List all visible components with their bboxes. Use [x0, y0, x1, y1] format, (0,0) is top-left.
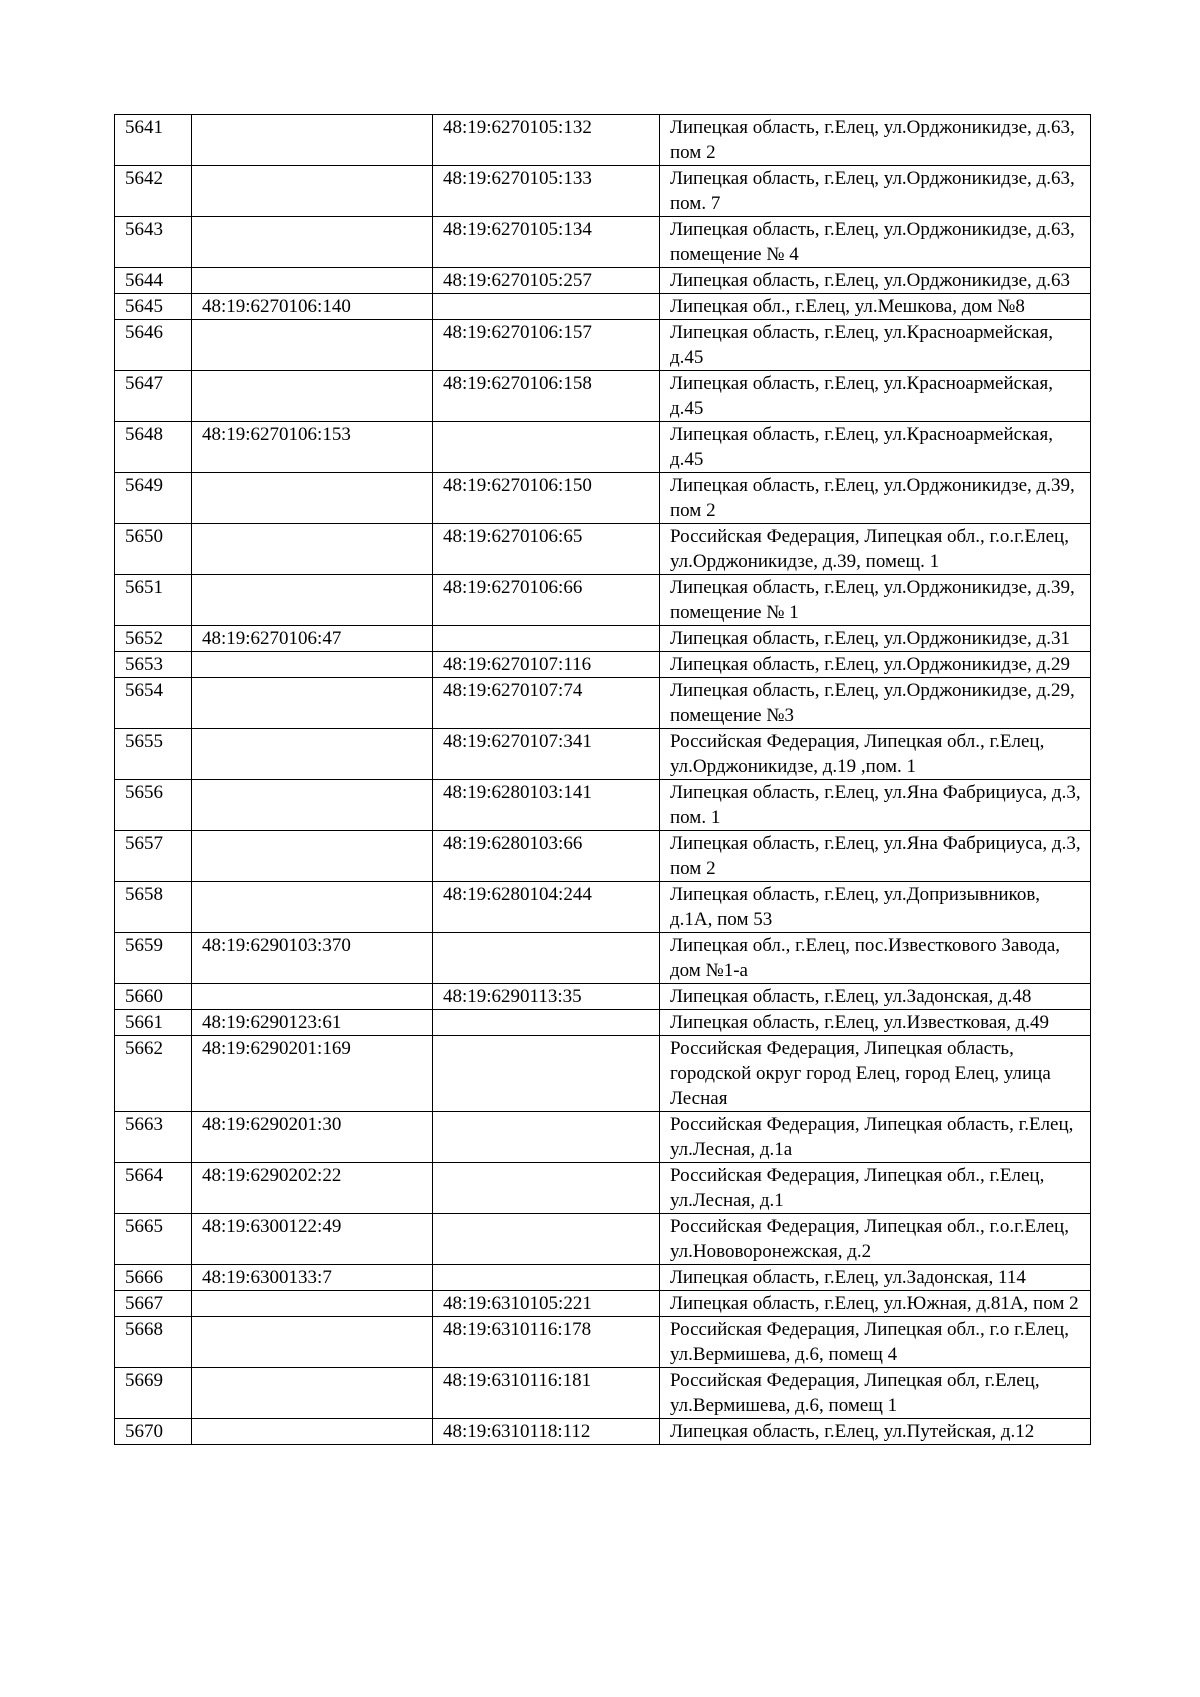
address-cell: Липецкая область, г.Елец, ул.Орджоникидзе, д.63, пом 2	[660, 115, 1091, 166]
table-row	[115, 473, 1091, 524]
building-cadastral-cell: 48:19:6270105:257	[433, 268, 660, 294]
row-number-cell: 5649	[115, 473, 192, 524]
row-number-cell: 5650	[115, 524, 192, 575]
building-cadastral-cell: 48:19:6280103:66	[433, 831, 660, 882]
building-cadastral-cell	[433, 422, 660, 473]
address-cell: Липецкая область, г.Елец, ул.Красноармейская, д.45	[660, 371, 1091, 422]
land-plot-cadastral-cell	[192, 652, 433, 678]
address-cell: Липецкая область, г.Елец, ул.Орджоникидзе, д.63, пом. 7	[660, 166, 1091, 217]
land-plot-cadastral-cell	[192, 524, 433, 575]
building-cadastral-cell	[433, 933, 660, 984]
address-cell: Липецкая область, г.Елец, ул.Орджоникидзе, д.63	[660, 268, 1091, 294]
address-cell: Липецкая область, г.Елец, ул.Красноармейская, д.45	[660, 320, 1091, 371]
table-row	[115, 115, 1091, 166]
table-row	[115, 422, 1091, 473]
building-cadastral-cell: 48:19:6270107:74	[433, 678, 660, 729]
building-cadastral-cell: 48:19:6270106:158	[433, 371, 660, 422]
building-cadastral-cell	[433, 1163, 660, 1214]
building-cadastral-cell: 48:19:6270107:341	[433, 729, 660, 780]
address-cell: Российская Федерация, Липецкая обл, г.Елец, ул.Вермишева, д.6, помещ 1	[660, 1368, 1091, 1419]
row-number-cell: 5661	[115, 1010, 192, 1036]
row-number-cell: 5645	[115, 294, 192, 320]
row-number-cell: 5662	[115, 1036, 192, 1112]
table-row	[115, 729, 1091, 780]
building-cadastral-cell: 48:19:6310116:181	[433, 1368, 660, 1419]
table-row	[115, 780, 1091, 831]
address-cell: Российская Федерация, Липецкая область, городской округ город Елец, город Елец, улица Лесная	[660, 1036, 1091, 1112]
row-number-cell: 5654	[115, 678, 192, 729]
land-plot-cadastral-cell	[192, 320, 433, 371]
row-number-cell: 5658	[115, 882, 192, 933]
row-number-cell: 5655	[115, 729, 192, 780]
address-cell: Российская Федерация, Липецкая обл., г.Елец, ул.Орджоникидзе, д.19 ,пом. 1	[660, 729, 1091, 780]
address-cell: Липецкая область, г.Елец, ул.Задонская, 114	[660, 1265, 1091, 1291]
table-row	[115, 575, 1091, 626]
land-plot-cadastral-cell	[192, 1291, 433, 1317]
land-plot-cadastral-cell	[192, 575, 433, 626]
building-cadastral-cell	[433, 1010, 660, 1036]
table-row	[115, 1317, 1091, 1368]
table-row	[115, 933, 1091, 984]
table-row	[115, 320, 1091, 371]
address-cell: Липецкая область, г.Елец, ул.Орджоникидзе, д.31	[660, 626, 1091, 652]
building-cadastral-cell: 48:19:6270106:157	[433, 320, 660, 371]
building-cadastral-cell: 48:19:6270105:133	[433, 166, 660, 217]
address-cell: Липецкая область, г.Елец, ул.Орджоникидзе, д.63, помещение № 4	[660, 217, 1091, 268]
table-row	[115, 626, 1091, 652]
address-cell: Российская Федерация, Липецкая обл., г.о.г.Елец, ул.Орджоникидзе, д.39, помещ. 1	[660, 524, 1091, 575]
address-cell: Российская Федерация, Липецкая обл., г.о г.Елец, ул.Вермишева, д.6, помещ 4	[660, 1317, 1091, 1368]
table-body	[115, 115, 1091, 1445]
table-row	[115, 524, 1091, 575]
land-plot-cadastral-cell	[192, 831, 433, 882]
building-cadastral-cell: 48:19:6270106:65	[433, 524, 660, 575]
address-cell: Липецкая обл., г.Елец, пос.Известкового Завода, дом №1-а	[660, 933, 1091, 984]
land-plot-cadastral-cell	[192, 1419, 433, 1445]
land-plot-cadastral-cell	[192, 780, 433, 831]
building-cadastral-cell	[433, 1214, 660, 1265]
address-cell: Российская Федерация, Липецкая область, г.Елец, ул.Лесная, д.1а	[660, 1112, 1091, 1163]
row-number-cell: 5665	[115, 1214, 192, 1265]
row-number-cell: 5663	[115, 1112, 192, 1163]
row-number-cell: 5651	[115, 575, 192, 626]
land-plot-cadastral-cell	[192, 1368, 433, 1419]
table-row	[115, 268, 1091, 294]
row-number-cell: 5642	[115, 166, 192, 217]
address-cell: Липецкая область, г.Елец, ул.Яна Фабрициуса, д.3, пом. 1	[660, 780, 1091, 831]
row-number-cell: 5656	[115, 780, 192, 831]
land-plot-cadastral-cell: 48:19:6270106:47	[192, 626, 433, 652]
row-number-cell: 5669	[115, 1368, 192, 1419]
table-row	[115, 166, 1091, 217]
row-number-cell: 5667	[115, 1291, 192, 1317]
row-number-cell: 5644	[115, 268, 192, 294]
building-cadastral-cell: 48:19:6270106:150	[433, 473, 660, 524]
row-number-cell: 5659	[115, 933, 192, 984]
land-plot-cadastral-cell: 48:19:6290103:370	[192, 933, 433, 984]
address-cell: Российская Федерация, Липецкая обл., г.о.г.Елец, ул.Нововоронежская, д.2	[660, 1214, 1091, 1265]
building-cadastral-cell: 48:19:6280104:244	[433, 882, 660, 933]
address-cell: Липецкая область, г.Елец, ул.Путейская, д.12	[660, 1419, 1091, 1445]
building-cadastral-cell	[433, 294, 660, 320]
row-number-cell: 5653	[115, 652, 192, 678]
table-row	[115, 1112, 1091, 1163]
building-cadastral-cell	[433, 1036, 660, 1112]
table-row	[115, 294, 1091, 320]
land-plot-cadastral-cell: 48:19:6300122:49	[192, 1214, 433, 1265]
address-cell: Липецкая область, г.Елец, ул.Известковая, д.49	[660, 1010, 1091, 1036]
table-row	[115, 882, 1091, 933]
table-row	[115, 1036, 1091, 1112]
address-cell: Российская Федерация, Липецкая обл., г.Елец, ул.Лесная, д.1	[660, 1163, 1091, 1214]
row-number-cell: 5657	[115, 831, 192, 882]
address-cell: Липецкая область, г.Елец, ул.Орджоникидзе, д.39, помещение № 1	[660, 575, 1091, 626]
building-cadastral-cell: 48:19:6310118:112	[433, 1419, 660, 1445]
building-cadastral-cell: 48:19:6310105:221	[433, 1291, 660, 1317]
table-row	[115, 1214, 1091, 1265]
land-plot-cadastral-cell: 48:19:6290201:169	[192, 1036, 433, 1112]
building-cadastral-cell: 48:19:6270107:116	[433, 652, 660, 678]
building-cadastral-cell	[433, 1112, 660, 1163]
row-number-cell: 5647	[115, 371, 192, 422]
table-row	[115, 1368, 1091, 1419]
land-plot-cadastral-cell: 48:19:6270106:153	[192, 422, 433, 473]
building-cadastral-cell: 48:19:6310116:178	[433, 1317, 660, 1368]
address-cell: Липецкая область, г.Елец, ул.Красноармейская, д.45	[660, 422, 1091, 473]
property-table	[114, 114, 1091, 1445]
address-cell: Липецкая область, г.Елец, ул.Яна Фабрициуса, д.3, пом 2	[660, 831, 1091, 882]
table-row	[115, 217, 1091, 268]
land-plot-cadastral-cell: 48:19:6300133:7	[192, 1265, 433, 1291]
land-plot-cadastral-cell	[192, 166, 433, 217]
building-cadastral-cell: 48:19:6270105:134	[433, 217, 660, 268]
land-plot-cadastral-cell	[192, 217, 433, 268]
table-row	[115, 652, 1091, 678]
building-cadastral-cell: 48:19:6290113:35	[433, 984, 660, 1010]
land-plot-cadastral-cell	[192, 371, 433, 422]
row-number-cell: 5664	[115, 1163, 192, 1214]
address-cell: Липецкая область, г.Елец, ул.Орджоникидзе, д.29, помещение №3	[660, 678, 1091, 729]
address-cell: Липецкая обл., г.Елец, ул.Мешкова, дом №8	[660, 294, 1091, 320]
table-row	[115, 1010, 1091, 1036]
land-plot-cadastral-cell: 48:19:6290201:30	[192, 1112, 433, 1163]
table-row	[115, 371, 1091, 422]
row-number-cell: 5660	[115, 984, 192, 1010]
table-row	[115, 831, 1091, 882]
row-number-cell: 5666	[115, 1265, 192, 1291]
land-plot-cadastral-cell: 48:19:6290202:22	[192, 1163, 433, 1214]
land-plot-cadastral-cell	[192, 115, 433, 166]
table-row	[115, 1291, 1091, 1317]
building-cadastral-cell	[433, 626, 660, 652]
land-plot-cadastral-cell	[192, 473, 433, 524]
row-number-cell: 5643	[115, 217, 192, 268]
table-row	[115, 678, 1091, 729]
land-plot-cadastral-cell: 48:19:6270106:140	[192, 294, 433, 320]
row-number-cell: 5648	[115, 422, 192, 473]
address-cell: Липецкая область, г.Елец, ул.Южная, д.81А, пом 2	[660, 1291, 1091, 1317]
table-row	[115, 1265, 1091, 1291]
address-cell: Липецкая область, г.Елец, ул.Допризывников, д.1А, пом 53	[660, 882, 1091, 933]
land-plot-cadastral-cell: 48:19:6290123:61	[192, 1010, 433, 1036]
land-plot-cadastral-cell	[192, 678, 433, 729]
row-number-cell: 5670	[115, 1419, 192, 1445]
land-plot-cadastral-cell	[192, 984, 433, 1010]
land-plot-cadastral-cell	[192, 729, 433, 780]
land-plot-cadastral-cell	[192, 882, 433, 933]
row-number-cell: 5641	[115, 115, 192, 166]
building-cadastral-cell	[433, 1265, 660, 1291]
row-number-cell: 5652	[115, 626, 192, 652]
table-row	[115, 1163, 1091, 1214]
address-cell: Липецкая область, г.Елец, ул.Орджоникидзе, д.29	[660, 652, 1091, 678]
table-row	[115, 1419, 1091, 1445]
building-cadastral-cell: 48:19:6270106:66	[433, 575, 660, 626]
row-number-cell: 5646	[115, 320, 192, 371]
building-cadastral-cell: 48:19:6280103:141	[433, 780, 660, 831]
table-row	[115, 984, 1091, 1010]
land-plot-cadastral-cell	[192, 268, 433, 294]
address-cell: Липецкая область, г.Елец, ул.Орджоникидзе, д.39, пом 2	[660, 473, 1091, 524]
row-number-cell: 5668	[115, 1317, 192, 1368]
land-plot-cadastral-cell	[192, 1317, 433, 1368]
building-cadastral-cell: 48:19:6270105:132	[433, 115, 660, 166]
address-cell: Липецкая область, г.Елец, ул.Задонская, д.48	[660, 984, 1091, 1010]
